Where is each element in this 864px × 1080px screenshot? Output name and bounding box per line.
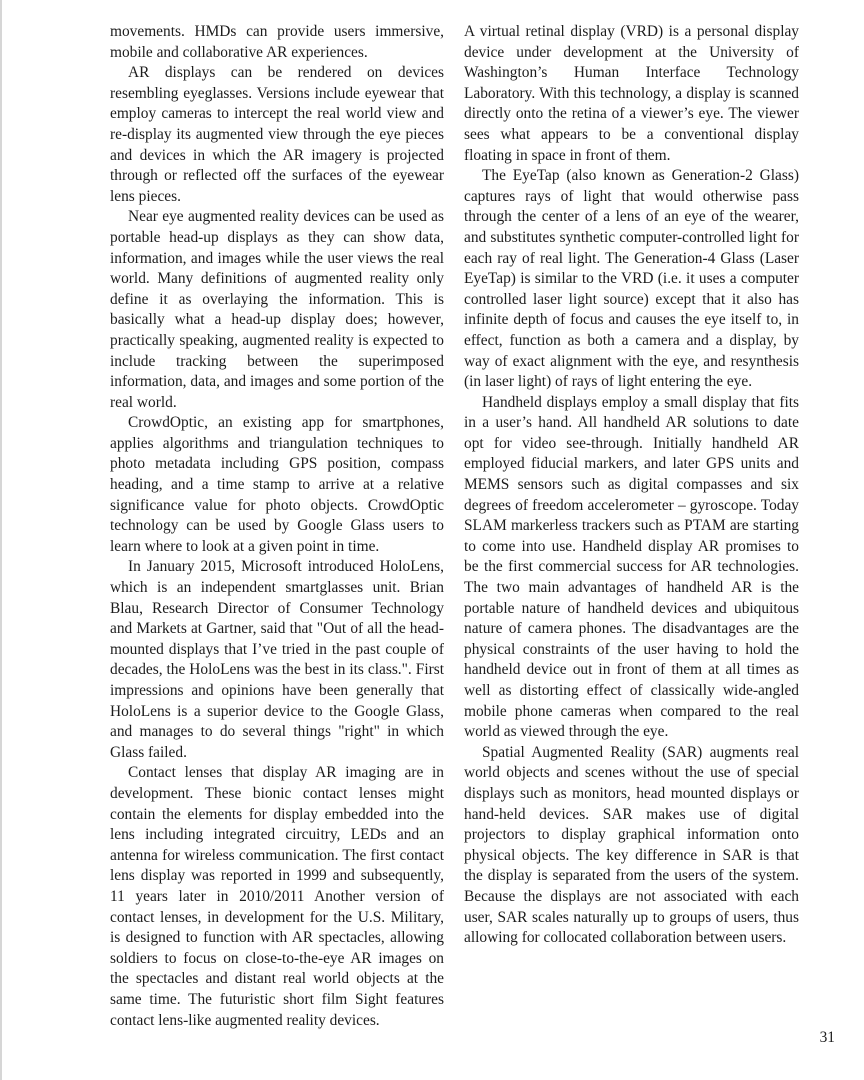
paragraph-handheld-displays: Handheld displays employ a small display that fits in a user’s hand. All handheld AR solutions to date opt for video see-through. Initially handheld AR employed fiducial markers, and later GPS units and MEMS sensors such as digital compasses and six degrees of freedom accelerometer – gyroscope. Today SLAM markerless trackers such as PTAM are starting to come into use. Handheld display AR promises to be the first commercial success for AR technologies. The two main advantages of handheld AR is the portable nature of handheld devices and ubiquitous nature of camera phones. The disadvantages are the physical constraints of the user having to hold the handheld device out in front of them at all times as well as distorting effect of classically wide-angled mobile phone cameras when compared to the real world as viewed through the eye.: [464, 393, 799, 741]
page-number: 31: [819, 1029, 835, 1046]
paragraph-spatial-ar: Spatial Augmented Reality (SAR) augments real world objects and scenes without the use of special displays such as monitors, head mounted displays or hand-held devices. SAR makes use of digital projectors to display graphical information onto physical objects. The key difference in SAR is that the display is separated from the users of the system. Because the displays are not associated with each user, SAR scales naturally up to groups of users, thus allowing for collocated collaboration between users.: [464, 743, 799, 947]
right-text-column: [464, 22, 799, 949]
paragraph-hololens: In January 2015, Microsoft introduced HoloLens, which is an independent smartglasses unit. Brian Blau, Research Director of Consumer Technology and Markets at Gartner, said that "Out of all the head-mounted displays that I’ve tried in the past couple of decades, the HoloLens was the best in its class.". First impressions and opinions have been generally that HoloLens is a superior device to the Google Glass, and manages to do several things "right" in which Glass failed.: [110, 558, 444, 761]
paragraph-eyetap: The EyeTap (also known as Generation-2 Glass) captures rays of light that would otherwise pass through the center of a lens of an eye of the wearer, and substitutes synthetic computer-controlled light for each ray of real light. The Generation-4 Glass (Laser EyeTap) is similar to the VRD (i.e. it uses a computer controlled laser light source) except that it also has infinite depth of focus and causes the eye itself to, in effect, function as both a camera and a display, by way of exact alignment with the eye, and resynthesis (in laser light) of rays of light entering the eye.: [464, 167, 799, 391]
paragraph-near-eye-devices: Near eye augmented reality devices can be used as portable head-up displays as they can show data, information, and images while the user views the real world. Many definitions of augmented reality only define it as overlaying the information. This is basically what a head-up display does; however, practically speaking, augmented reality is expected to include tracking between the superimposed information, data, and images and some portion of the real world.: [110, 208, 444, 411]
paragraph-contact-lenses: Contact lenses that display AR imaging are in development. These bionic contact lenses might contain the elements for display embedded into the lens including integrated circuitry, LEDs and an antenna for wireless communication. The first contact lens display was reported in 1999 and subsequently, 11 years later in 2010/2011 Another version of contact lenses, in development for the U.S. Military, is designed to function with AR spectacles, allowing soldiers to focus on close-to-the-eye AR images on the spectacles and distant real world objects at the same time. The futuristic short film Sight features contact lens-like augmented reality devices.: [110, 764, 444, 1029]
paragraph-hmd-continuation: movements. HMDs can provide users immersive, mobile and collaborative AR experiences.: [110, 23, 444, 61]
left-text-column: [110, 22, 444, 1031]
paragraph-virtual-retinal-display: A virtual retinal display (VRD) is a personal display device under development at the University of Washington’s Human Interface Technology Laboratory. With this technology, a display is scanned directly onto the retina of a viewer’s eye. The viewer sees what appears to be a conventional display floating in space in front of them.: [464, 23, 799, 164]
paragraph-ar-eyeglasses: AR displays can be rendered on devices resembling eyeglasses. Versions include eyewear that employ cameras to intercept the real world view and re-display its augmented view through the eye pieces and devices in which the AR imagery is projected through or reflected off the surfaces of the eyewear lens pieces.: [110, 64, 444, 205]
paragraph-crowdoptic: CrowdOptic, an existing app for smartphones, applies algorithms and triangulation techniques to photo metadata including GPS position, compass heading, and a time stamp to arrive at a relative significance value for photo objects. CrowdOptic technology can be used by Google Glass users to learn where to look at a given point in time.: [110, 414, 444, 555]
document-page: [2, 0, 864, 1080]
